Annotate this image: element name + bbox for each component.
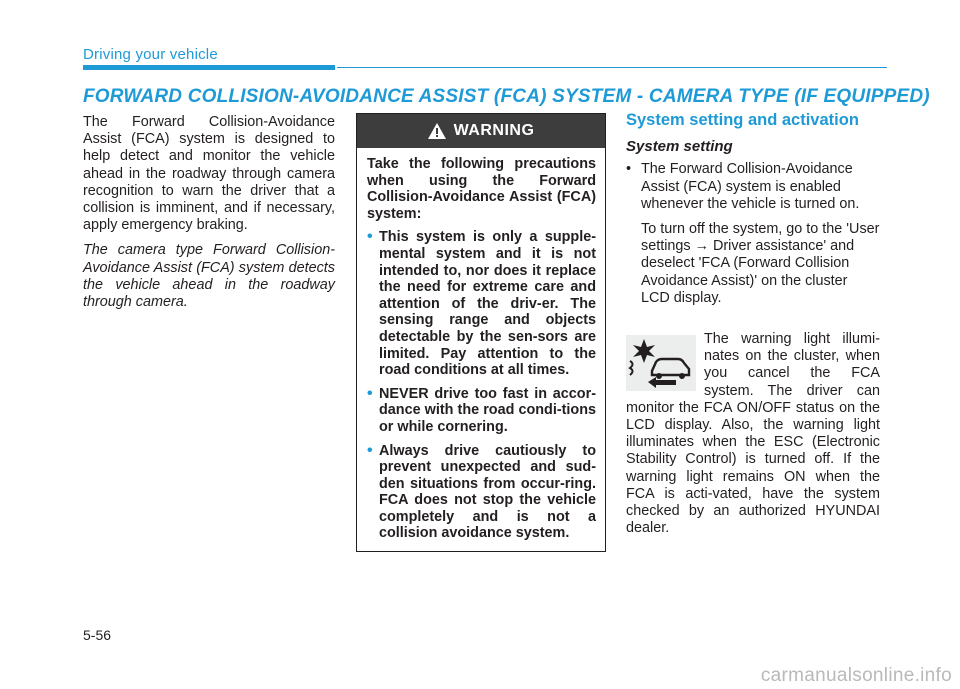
warning-triangle-icon — [428, 123, 446, 139]
section-rule-thick — [83, 65, 335, 70]
warning-item: • Always drive cautiously to prevent unexpected and sud-den situations from occur-ring. FCA does not stop the vehicle completely and is not a collision avoidance system. — [367, 441, 596, 542]
page-number: 5-56 — [83, 627, 112, 643]
fca-warning-light-icon — [626, 335, 696, 391]
bullet-dot-icon: • — [626, 161, 632, 178]
right-column — [626, 112, 880, 537]
warning-list — [367, 229, 596, 542]
bullet-dot-icon: • — [367, 384, 373, 402]
section-label: Driving your vehicle — [83, 46, 218, 63]
warning-intro: Take the following precautions when using the Forward Collision-Avoidance Assist (FCA) system: — [367, 156, 596, 222]
enabled-bullet: • The Forward Collision-Avoidance Assist (FCA) system is enabled whenever the vehicle is turned on. — [626, 161, 860, 212]
section-heading: System setting and activation — [626, 111, 859, 129]
warning-body — [357, 148, 605, 542]
warning-header — [357, 114, 605, 148]
watermark: carmanualsonline.info — [760, 665, 952, 686]
subsection-heading: System setting — [626, 138, 733, 156]
turn-off-instructions: To turn off the system, go to the 'User settings → Driver assistance' and deselect 'FCA (Forward Collision Avoidance Assist)' on the cluster LCD display. — [641, 221, 880, 306]
left-column — [83, 114, 335, 319]
bullet-dot-icon: • — [367, 441, 373, 459]
bullet-dot-icon: • — [367, 228, 373, 246]
page-title: FORWARD COLLISION-AVOIDANCE ASSIST (FCA) SYSTEM - CAMERA TYPE (IF EQUIPPED) — [83, 86, 930, 107]
warning-item: • NEVER drive too fast in accor-dance with the road condi-tions or while cornering. — [367, 384, 596, 435]
section-rule-thin — [337, 67, 887, 68]
camera-note-paragraph: The camera type Forward Collision-Avoidance Assist (FCA) system detects the vehicle ahead in the roadway through camera. — [83, 242, 335, 311]
warning-item: • This system is only a supple-mental system and it is not intended to, nor does it replace the need for extreme care and attention of the driv-er. The sensing range and objects detectable by the sen-sors are limited. Pay attention to the road conditions at all times. — [367, 228, 596, 379]
intro-paragraph: The Forward Collision-Avoidance Assist (FCA) system is designed to help detect and monitor the vehicle ahead in the roadway through camera recognition to warn the driver that a collision is imminent, and if necessary, apply emergency braking. — [83, 114, 335, 234]
warning-label: WARNING — [453, 122, 535, 139]
warning-box — [356, 113, 606, 552]
warning-light-paragraph: The warning light illumi-nates on the cluster, when you cancel the FCA system. The driver can monitor the FCA ON/OFF status on the LCD display. Also, the warning light illuminates when the ESC (Electronic Stability Control) is turned off. If the warning light remains ON when the FCA is acti-vated, have the system checked by an authorized HYUNDAI dealer. — [626, 331, 880, 537]
